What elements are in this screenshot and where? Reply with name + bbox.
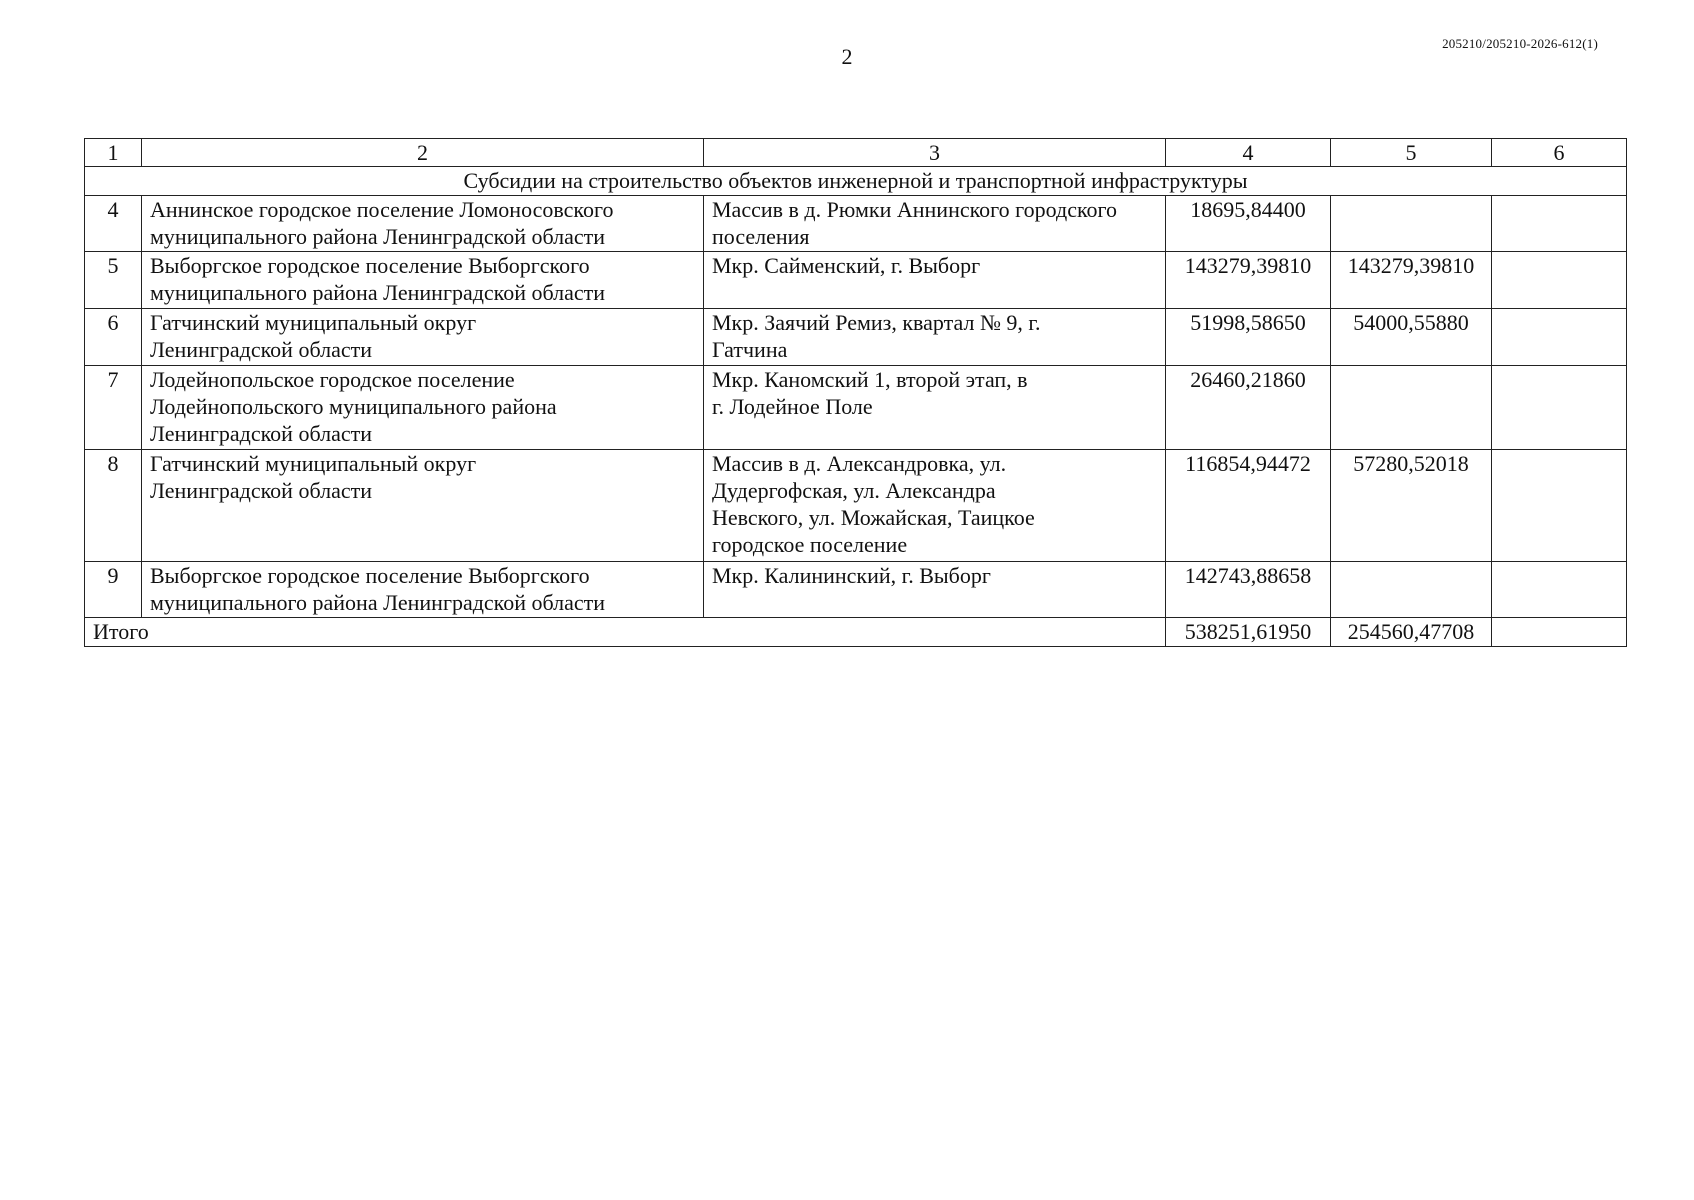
section-title: Субсидии на строительство объектов инженерной и транспортной инфраструктуры bbox=[85, 167, 1627, 196]
value-col5: 143279,39810 bbox=[1331, 252, 1492, 309]
object-name: Мкр. Калининский, г. Выборг bbox=[704, 562, 1166, 618]
value-col5 bbox=[1331, 562, 1492, 618]
value-col4: 26460,21860 bbox=[1166, 366, 1331, 450]
row-number: 6 bbox=[85, 309, 142, 366]
row-number: 8 bbox=[85, 450, 142, 562]
total-label: Итого bbox=[85, 618, 1166, 647]
table-row bbox=[85, 252, 1627, 309]
object-name: Мкр. Сайменский, г. Выборг bbox=[704, 252, 1166, 309]
value-col6 bbox=[1492, 196, 1627, 252]
municipality-name: Гатчинский муниципальный округ Ленинградской области bbox=[142, 450, 704, 562]
object-name: Мкр. Каномский 1, второй этап, в г. Лодейное Поле bbox=[704, 366, 1166, 450]
value-col4: 116854,94472 bbox=[1166, 450, 1331, 562]
municipality-name: Гатчинский муниципальный округ Ленинградской области bbox=[142, 309, 704, 366]
column-number: 2 bbox=[142, 139, 704, 167]
subsidy-table bbox=[84, 138, 1627, 647]
value-col5: 54000,55880 bbox=[1331, 309, 1492, 366]
object-name: Массив в д. Рюмки Аннинского городского поселения bbox=[704, 196, 1166, 252]
column-number: 5 bbox=[1331, 139, 1492, 167]
row-number: 5 bbox=[85, 252, 142, 309]
value-col6 bbox=[1492, 366, 1627, 450]
value-col6 bbox=[1492, 562, 1627, 618]
page-number: 2 bbox=[841, 44, 853, 69]
value-col6 bbox=[1492, 252, 1627, 309]
row-number: 9 bbox=[85, 562, 142, 618]
column-number: 3 bbox=[704, 139, 1166, 167]
value-col4: 143279,39810 bbox=[1166, 252, 1331, 309]
municipality-name: Выборгское городское поселение Выборгского муниципального района Ленинградской области bbox=[142, 252, 704, 309]
value-col5 bbox=[1331, 366, 1492, 450]
value-col4: 18695,84400 bbox=[1166, 196, 1331, 252]
value-col5: 57280,52018 bbox=[1331, 450, 1492, 562]
table-row bbox=[85, 196, 1627, 252]
total-col4: 538251,61950 bbox=[1166, 618, 1331, 647]
total-col5: 254560,47708 bbox=[1331, 618, 1492, 647]
value-col4: 51998,58650 bbox=[1166, 309, 1331, 366]
column-number-row bbox=[85, 139, 1627, 167]
section-row bbox=[85, 167, 1627, 196]
value-col5 bbox=[1331, 196, 1492, 252]
object-name: Массив в д. Александровка, ул. Дудергофская, ул. Александра Невского, ул. Можайская, Таицкое городское поселение bbox=[704, 450, 1166, 562]
table-row bbox=[85, 366, 1627, 450]
document-code: 205210/205210-2026-612(1) bbox=[1442, 36, 1598, 51]
column-number: 6 bbox=[1492, 139, 1627, 167]
column-number: 4 bbox=[1166, 139, 1331, 167]
municipality-name: Лодейнопольское городское поселение Лодейнопольского муниципального района Ленинградской области bbox=[142, 366, 704, 450]
value-col6 bbox=[1492, 309, 1627, 366]
total-col6 bbox=[1492, 618, 1627, 647]
column-number: 1 bbox=[85, 139, 142, 167]
row-number: 4 bbox=[85, 196, 142, 252]
value-col6 bbox=[1492, 450, 1627, 562]
value-col4: 142743,88658 bbox=[1166, 562, 1331, 618]
object-name: Мкр. Заячий Ремиз, квартал № 9, г. Гатчина bbox=[704, 309, 1166, 366]
municipality-name: Аннинское городское поселение Ломоносовского муниципального района Ленинградской области bbox=[142, 196, 704, 252]
municipality-name: Выборгское городское поселение Выборгского муниципального района Ленинградской области bbox=[142, 562, 704, 618]
row-number: 7 bbox=[85, 366, 142, 450]
total-row bbox=[85, 618, 1627, 647]
table-row bbox=[85, 450, 1627, 562]
table-row bbox=[85, 562, 1627, 618]
table-row bbox=[85, 309, 1627, 366]
